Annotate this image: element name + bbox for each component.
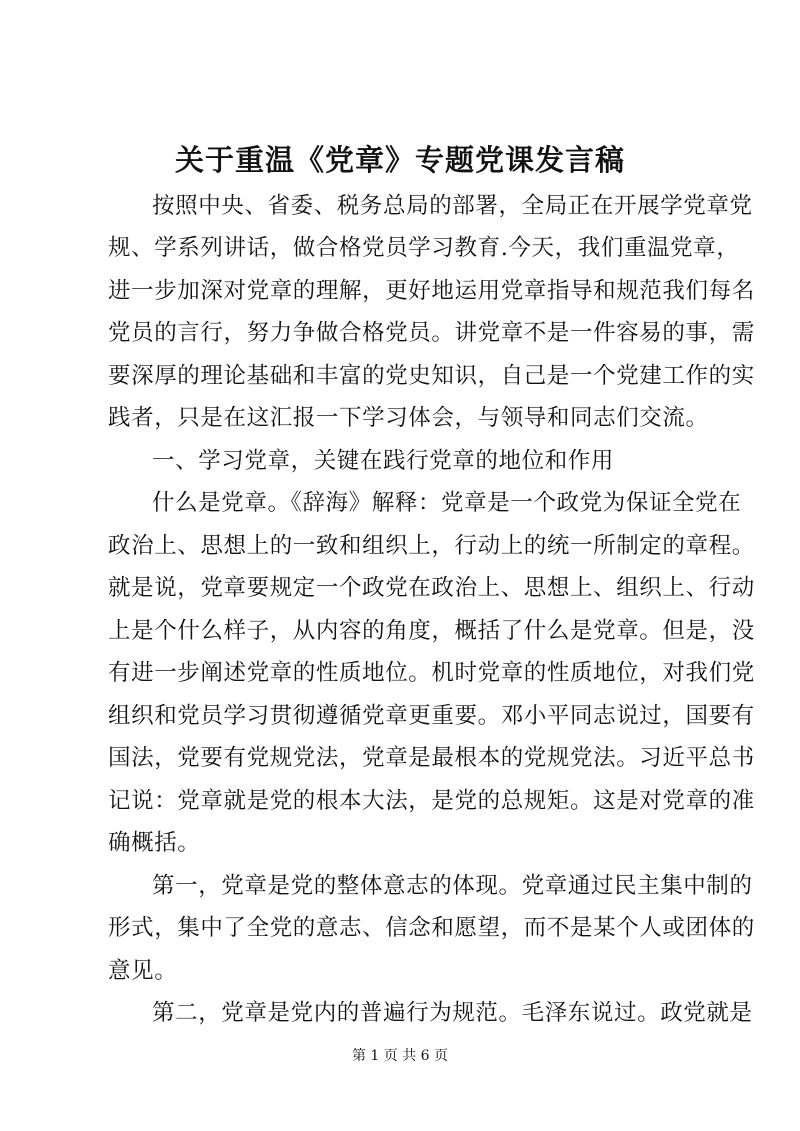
text-line: 就是说，党章要规定一个政党在政治上、思想上、组织上、行动	[108, 575, 755, 601]
text-line: 要深厚的理论基础和丰富的党史知识，自己是一个党建工作的实	[108, 363, 755, 389]
text-line: 确概括。	[108, 830, 201, 856]
text-line: 记说：党章就是党的根本大法，是党的总规矩。这是对党章的准	[108, 788, 755, 814]
text-line: 政治上、思想上的一致和组织上，行动上的统一所制定的章程。	[108, 533, 755, 559]
text-line: 有进一步阐述党章的性质地位。机时党章的性质地位，对我们党	[108, 660, 755, 686]
text-line: 进一步加深对党章的理解，更好地运用党章指导和规范我们每名	[108, 278, 755, 304]
text-line: 第二，党章是党内的普遍行为规范。毛泽东说过。政党就是	[152, 1000, 753, 1026]
text-line: 践者，只是在这汇报一下学习体会，与领导和同志们交流。	[108, 405, 709, 431]
document-title: 关于重温《党章》专题党课发言稿	[174, 143, 625, 177]
text-line: 国法，党要有党规党法，党章是最根本的党规党法。习近平总书	[108, 745, 755, 771]
page-number: 第 1 页 共 6 页	[351, 1048, 449, 1064]
text-line: 什么是党章。《辞海》解释：党章是一个政党为保证全党在	[152, 490, 742, 516]
text-line: 上是个什么样子，从内容的角度，概括了什么是党章。但是，没	[108, 618, 755, 644]
text-line: 意见。	[108, 958, 178, 984]
text-line: 规、学系列讲话，做合格党员学习教育.今天，我们重温党章，	[108, 235, 740, 261]
text-line: 党员的言行，努力争做合格党员。讲党章不是一件容易的事，需	[108, 320, 755, 346]
section-heading: 一、学习党章，关键在践行党章的地位和作用	[152, 448, 615, 474]
text-line: 按照中央、省委、税务总局的部署，全局正在开展学党章党	[152, 193, 753, 219]
text-line: 组织和党员学习贯彻遵循党章更重要。邓小平同志说过，国要有	[108, 703, 755, 729]
text-line: 形式，集中了全党的意志、信念和愿望，而不是某个人或团体的	[108, 915, 755, 941]
text-line: 第一，党章是党的整体意志的体现。党章通过民主集中制的	[152, 873, 753, 899]
